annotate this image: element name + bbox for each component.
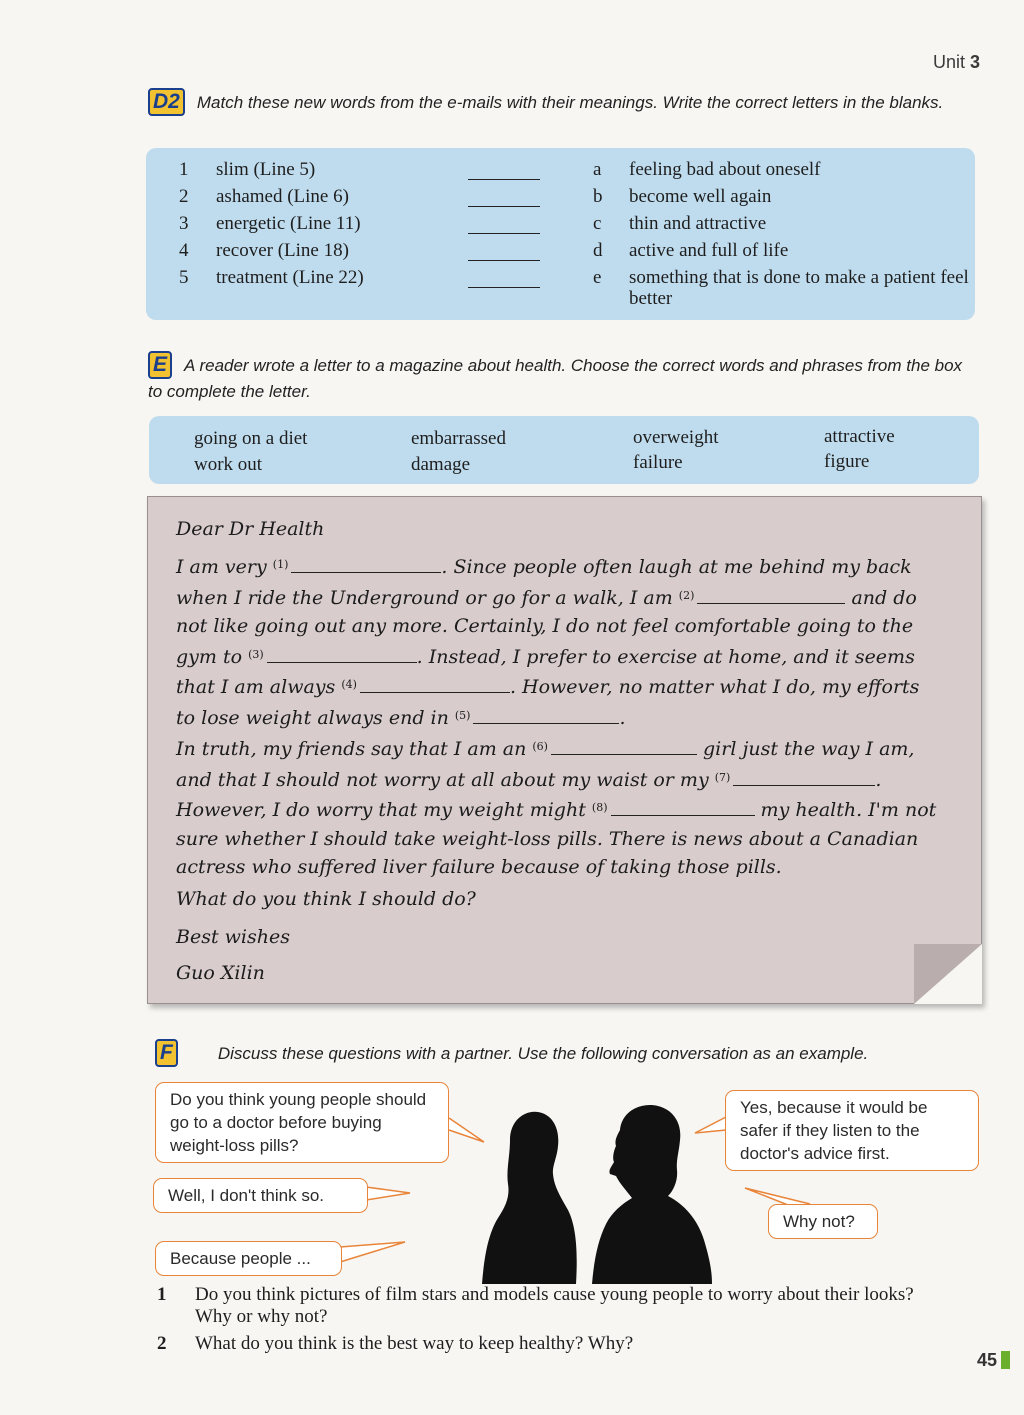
letter-text: not like going out any more. Certainly, I do not feel comfortable going to the — [176, 615, 914, 637]
letter-text: when I ride the Underground or go for a walk, I am — [176, 586, 673, 609]
letter-text: and do — [851, 586, 917, 609]
question-number: 1 — [157, 1284, 167, 1305]
letter-text: . Since people often laugh at me behind my back — [441, 556, 912, 578]
letter-text: girl just the way I am, — [703, 738, 915, 760]
letter-text: In truth, my friends say that I am an — [176, 738, 527, 760]
letter-greeting: Dear Dr Health — [176, 518, 325, 540]
letter-text: . — [619, 706, 626, 729]
bubble-tail — [340, 1242, 405, 1262]
word-number: 2 — [179, 186, 189, 207]
bubble-tail — [449, 1118, 484, 1142]
gap-number: (6) — [532, 740, 548, 753]
letter-signature: Guo Xilin — [176, 962, 265, 984]
meaning-letter: b — [593, 186, 603, 207]
speech-bubble: Because people ... — [155, 1241, 342, 1276]
bubble-tail — [366, 1187, 410, 1200]
letter-text: gym to — [176, 645, 243, 668]
letter-text: . — [875, 768, 882, 791]
letter-text: and that I should not worry at all about my waist or my — [176, 768, 709, 791]
word-term: ashamed (Line 6) — [216, 186, 349, 207]
d2-instruction: Match these new words from the e-mails with their meanings. Write the correct letters in the blanks. — [196, 93, 944, 112]
meaning-text: thin and attractive — [629, 213, 767, 234]
gap-number: (8) — [591, 801, 608, 814]
letter-text: actress who suffered liver failure because of taking those pills. — [176, 856, 782, 878]
letter-text: my health. I'm not — [760, 799, 937, 821]
letter-text: I am very — [176, 556, 267, 578]
letter-text: that I am always — [176, 676, 336, 698]
question-text: What do you think is the best way to keep healthy? Why? — [195, 1333, 634, 1354]
unit-number: 3 — [969, 52, 980, 72]
word-option: work out — [194, 454, 263, 475]
word-option: overweight — [633, 427, 719, 448]
word-term: slim (Line 5) — [216, 159, 316, 180]
letter-text: to lose weight always end in — [176, 706, 449, 729]
section-badge-d2: D2 — [148, 88, 185, 116]
speech-bubble: Well, I don't think so. — [153, 1178, 368, 1213]
letter-text: sure whether I should take weight-loss pills. There is news about a Canadian — [176, 827, 919, 850]
section-badge-f: F — [155, 1039, 178, 1067]
question-number: 2 — [157, 1333, 167, 1354]
unit-label: Unit — [932, 52, 965, 72]
word-term: energetic (Line 11) — [216, 213, 361, 234]
word-option: failure — [633, 452, 683, 473]
discussion-questions — [157, 1284, 937, 1364]
letter-question: What do you think I should do? — [176, 888, 476, 910]
word-option: figure — [824, 451, 870, 472]
meaning-letter: c — [593, 213, 602, 234]
meaning-text: become well again — [629, 186, 772, 207]
gap-number: (7) — [714, 770, 731, 784]
speech-bubble: Yes, because it would be safer if they listen to the doctor's advice first. — [725, 1090, 979, 1171]
gap-number: (3) — [248, 647, 264, 661]
gap-number: (5) — [454, 708, 471, 722]
people-silhouettes — [480, 1100, 720, 1284]
section-badge-e: E — [148, 351, 172, 379]
gap-number: (2) — [678, 588, 695, 602]
f-instruction: Discuss these questions with a partner. Use the following conversation as an example. — [217, 1044, 869, 1063]
meaning-letter: d — [593, 240, 603, 261]
letter-closing: Best wishes — [176, 926, 290, 948]
gap-number: (4) — [341, 678, 357, 691]
meaning-text: something that is done to make a patient feel better — [629, 267, 969, 309]
letter-text: . Instead, I prefer to exercise at home, and it seems — [416, 645, 915, 668]
word-term: treatment (Line 22) — [216, 267, 364, 288]
letter-text: However, I do worry that my weight might — [176, 799, 586, 821]
word-option: attractive — [824, 426, 895, 447]
word-number: 4 — [179, 240, 189, 261]
meaning-letter: a — [593, 159, 602, 180]
word-term: recover (Line 18) — [216, 240, 349, 261]
meaning-letter: e — [593, 267, 602, 288]
meaning-text: active and full of life — [629, 240, 789, 261]
word-number: 1 — [179, 159, 189, 180]
e-instruction: A reader wrote a letter to a magazine about health. Choose the correct words and phrases from the box to complete the letter. — [148, 356, 963, 401]
page-tab-marker — [1001, 1351, 1010, 1369]
word-number: 5 — [179, 267, 189, 288]
page-number-text: 45 — [976, 1350, 997, 1370]
word-option: damage — [411, 454, 471, 475]
letter-text: . However, no matter what I do, my efforts — [509, 676, 920, 698]
gap-number: (1) — [272, 558, 289, 571]
question-text: Do you think pictures of film stars and models cause young people to worry about their looks? Why or why not? — [195, 1284, 914, 1327]
page-number — [977, 1350, 1010, 1371]
man-silhouette — [592, 1105, 712, 1284]
speech-bubble: Do you think young people should go to a doctor before buying weight-loss pills? — [155, 1082, 449, 1163]
word-option: embarrassed — [411, 428, 506, 449]
word-option: going on a diet — [194, 428, 308, 449]
word-number: 3 — [179, 213, 189, 234]
speech-bubble: Why not? — [768, 1204, 878, 1239]
girl-silhouette — [482, 1112, 577, 1284]
meaning-text: feeling bad about oneself — [629, 159, 821, 180]
